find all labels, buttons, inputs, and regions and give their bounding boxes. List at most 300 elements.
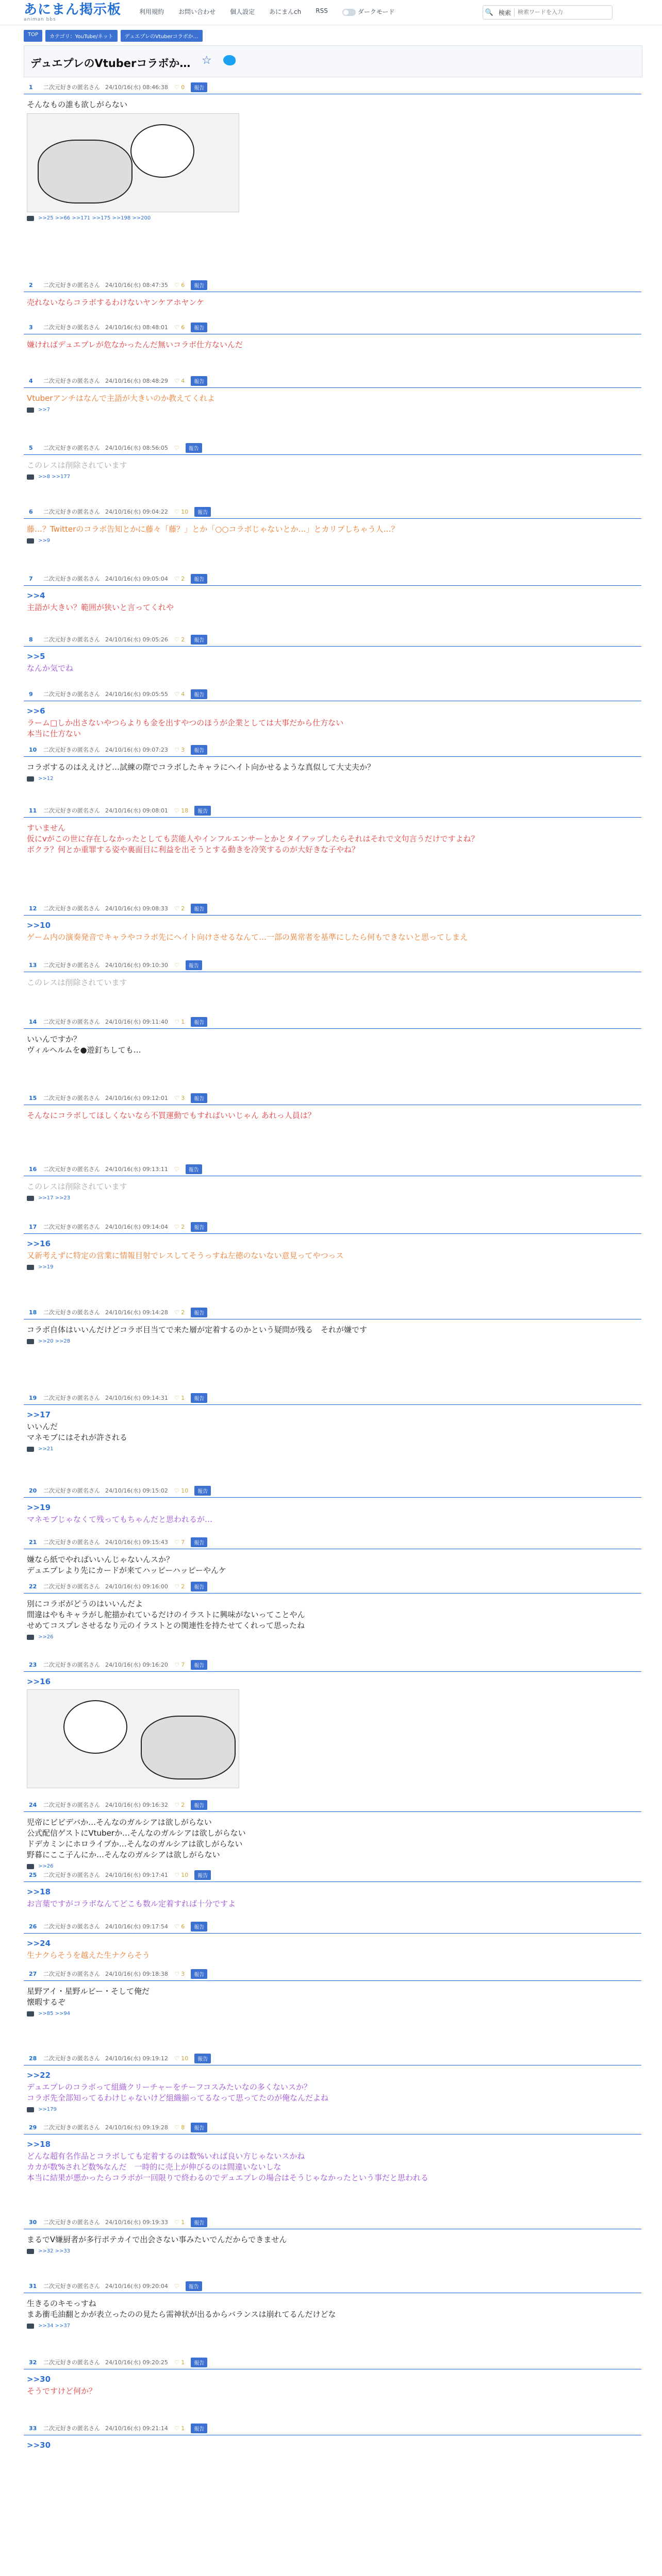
- like-count[interactable]: ♡ 10: [174, 1871, 189, 1878]
- like-count[interactable]: ♡ 7: [174, 1661, 185, 1668]
- post-text-line: ラーム□しか出さないやつらよりも金を出すやつのほうが企業としては大事だから仕方ない: [27, 718, 344, 727]
- attached-image[interactable]: [27, 113, 239, 212]
- post-item: [24, 2355, 641, 2397]
- post-header: [24, 505, 641, 519]
- post-number[interactable]: 15: [29, 1094, 37, 1101]
- poster-name: 二次元好きの匿名さん: [43, 282, 100, 289]
- post-header: [24, 2215, 641, 2229]
- post-number[interactable]: 12: [29, 905, 37, 912]
- reply-hand-icon: [27, 2249, 34, 2254]
- post-number[interactable]: 1: [29, 83, 33, 91]
- post-item: [24, 441, 641, 480]
- poster-name: 二次元好きの匿名さん: [43, 807, 100, 814]
- poster-name: 二次元好きの匿名さん: [43, 1224, 100, 1230]
- like-count[interactable]: ♡ 2: [174, 1309, 185, 1316]
- post-item: [24, 1306, 641, 1344]
- like-count[interactable]: ♡ 1: [174, 1394, 185, 1401]
- reply-hand-icon: [27, 474, 34, 480]
- search-option-select[interactable]: 検索: [495, 8, 515, 17]
- post-header: [24, 1535, 641, 1549]
- reply-anchor-link[interactable]: >>22: [27, 2071, 51, 2080]
- post-header: [24, 1220, 641, 1234]
- report-button[interactable]: 報告: [191, 280, 207, 290]
- post-body: [24, 757, 641, 773]
- post-item: [24, 572, 641, 613]
- post-header: [24, 1484, 641, 1498]
- post-body: [24, 1981, 641, 2008]
- post-body: [24, 334, 641, 350]
- like-count[interactable]: ♡ 2: [174, 1801, 185, 1808]
- post-number[interactable]: 19: [29, 1394, 37, 1401]
- post-date: 24/10/16(水) 09:19:28: [105, 2124, 168, 2131]
- like-count[interactable]: ♡ 4: [174, 377, 185, 384]
- post-body: [24, 455, 641, 471]
- post-number[interactable]: 28: [29, 2055, 37, 2062]
- report-button[interactable]: 報告: [194, 806, 211, 816]
- report-button[interactable]: 報告: [191, 1969, 207, 1979]
- report-button[interactable]: 報告: [191, 1800, 207, 1810]
- post-number[interactable]: 9: [29, 690, 33, 698]
- report-button[interactable]: 報告: [186, 443, 202, 453]
- reply-links[interactable]: >>21: [38, 1446, 54, 1452]
- post-number[interactable]: 24: [29, 1801, 37, 1808]
- like-count[interactable]: ♡ 2: [174, 575, 185, 582]
- reply-links[interactable]: >>85 >>94: [38, 2011, 71, 2016]
- reply-hand-icon: [27, 1447, 34, 1452]
- reply-links[interactable]: >>7: [38, 407, 51, 413]
- report-button[interactable]: 報告: [194, 1486, 211, 1496]
- post-item: [24, 374, 641, 413]
- post-header: [24, 320, 641, 334]
- post-number[interactable]: 33: [29, 2425, 37, 2432]
- poster-name: 二次元好きの匿名さん: [43, 905, 100, 912]
- like-count[interactable]: ♡ 6: [174, 1923, 185, 1930]
- report-button[interactable]: 報告: [191, 689, 207, 699]
- post-date: 24/10/16(水) 09:14:28: [105, 1309, 168, 1316]
- poster-name: 二次元好きの匿名さん: [43, 1095, 100, 1101]
- poster-name: 二次元好きの匿名さん: [43, 1662, 100, 1668]
- reply-links[interactable]: >>20 >>28: [38, 1338, 71, 1344]
- post-text-line: 嫌ければデュエプレが危なかったんだ無いコラボ仕方ないんだ: [27, 340, 243, 349]
- post-date: 24/10/16(水) 09:20:25: [105, 2359, 168, 2366]
- twitter-share-icon[interactable]: [223, 55, 236, 65]
- post-number[interactable]: 10: [29, 746, 37, 753]
- post-text-line: すいません: [27, 823, 66, 833]
- post-text-line: Vtuberアンチはなんで主語が大きいのか教えてくれよ: [27, 394, 215, 403]
- post-number[interactable]: 2: [29, 281, 33, 289]
- report-button[interactable]: 報告: [191, 1582, 207, 1591]
- post-date: 24/10/16(水) 09:21:14: [105, 2425, 168, 2432]
- report-button[interactable]: 報告: [191, 2217, 207, 2227]
- post-body: [24, 1029, 641, 1056]
- like-count[interactable]: ♡ 3: [174, 1970, 185, 1977]
- report-button[interactable]: 報告: [191, 1017, 207, 1027]
- post-item: [24, 633, 641, 674]
- poster-name: 二次元好きの匿名さん: [43, 1309, 100, 1316]
- search-input[interactable]: [515, 9, 591, 16]
- post-body: [24, 586, 641, 613]
- post-number[interactable]: 6: [29, 508, 33, 515]
- post-number[interactable]: 29: [29, 2124, 37, 2131]
- post-body: [24, 1176, 641, 1192]
- poster-name: 二次元好きの匿名さん: [43, 2219, 100, 2226]
- replies-footer: [24, 535, 641, 544]
- reply-hand-icon: [27, 408, 34, 413]
- post-date: 24/10/16(水) 09:05:04: [105, 575, 168, 582]
- post-header: [24, 1306, 641, 1319]
- post-header: [24, 1162, 641, 1176]
- like-count[interactable]: ♡ 7: [174, 1538, 185, 1546]
- poster-name: 二次元好きの匿名さん: [43, 1923, 100, 1930]
- poster-name: 二次元好きの匿名さん: [43, 1019, 100, 1025]
- reply-anchor-link[interactable]: >>16: [27, 1677, 51, 1686]
- reply-anchor-link[interactable]: >>30: [27, 2375, 51, 2384]
- poster-name: 二次元好きの匿名さん: [43, 2359, 100, 2366]
- nav-animanch[interactable]: あにまんch: [269, 8, 302, 15]
- post-date: 24/10/16(水) 09:19:12: [105, 2055, 168, 2062]
- reply-anchor-link[interactable]: >>6: [27, 706, 45, 716]
- like-count[interactable]: ♡ 10: [174, 1487, 189, 1494]
- post-body: [24, 1549, 641, 1576]
- like-count[interactable]: ♡ 10: [174, 508, 189, 515]
- post-date: 24/10/16(水) 09:05:55: [105, 691, 168, 698]
- poster-name: 二次元好きの匿名さん: [43, 1539, 100, 1546]
- post-date: 24/10/16(水) 09:19:33: [105, 2219, 168, 2226]
- post-body: [24, 1812, 641, 1860]
- report-button[interactable]: 報告: [191, 1537, 207, 1547]
- breadcrumb-thread[interactable]: デュエプレのVtuberコラボか…: [121, 30, 203, 42]
- post-number[interactable]: 13: [29, 961, 37, 969]
- reply-hand-icon: [27, 2011, 34, 2016]
- post-header: [24, 2421, 641, 2435]
- post-header: [24, 2279, 641, 2293]
- post-number[interactable]: 26: [29, 1923, 37, 1930]
- post-item: [24, 2421, 641, 2452]
- post-date: 24/10/16(水) 09:15:02: [105, 1487, 168, 1494]
- post-date: 24/10/16(水) 09:18:38: [105, 1971, 168, 1977]
- post-text-line: 藤…？Twitterのコラボ告知とかに藤々「藤？」とか「○○コラボじゃないとか…」とカリプしちゃう人…？: [27, 524, 399, 534]
- breadcrumb-category[interactable]: カテゴリ：YouTube/ネット: [45, 30, 118, 42]
- reply-anchor-link[interactable]: >>19: [27, 1503, 51, 1512]
- report-button[interactable]: 報告: [191, 323, 207, 332]
- post-date: 24/10/16(水) 09:10:30: [105, 962, 168, 969]
- like-count[interactable]: ♡ 3: [174, 746, 185, 753]
- post-number[interactable]: 31: [29, 2282, 37, 2290]
- post-header: [24, 743, 641, 757]
- report-button[interactable]: 報告: [191, 2424, 207, 2433]
- post-text-line: 嫌なら紙でやればいいんじゃないんスか？: [27, 1555, 174, 1564]
- post-number[interactable]: 17: [29, 1223, 37, 1230]
- report-button[interactable]: 報告: [191, 1660, 207, 1670]
- poster-name: 二次元好きの匿名さん: [43, 509, 100, 515]
- like-count[interactable]: ♡: [174, 444, 179, 451]
- post-number[interactable]: 32: [29, 2359, 37, 2366]
- reply-anchor-link[interactable]: >>30: [27, 2441, 51, 2450]
- like-count[interactable]: ♡ 18: [174, 807, 189, 814]
- reply-hand-icon: [27, 776, 34, 782]
- nav-contact[interactable]: お問い合わせ: [178, 8, 216, 15]
- reply-anchor-link[interactable]: >>10: [27, 921, 51, 930]
- post-header: [24, 1920, 641, 1934]
- poster-name: 二次元好きの匿名さん: [43, 378, 100, 384]
- post-text-line: そんなもの誰も欲しがらない: [27, 100, 128, 109]
- report-button[interactable]: 報告: [191, 1093, 207, 1103]
- post-text-line: マネモブにはそれが許される: [27, 1433, 128, 1442]
- post-text-line: デュエプレより先にカードが来てハッピーハッピーやんケ: [27, 1566, 227, 1575]
- report-button[interactable]: 報告: [186, 2281, 202, 2291]
- post-header: [24, 1967, 641, 1981]
- post-number[interactable]: 25: [29, 1871, 37, 1878]
- post-number[interactable]: 14: [29, 1018, 37, 1025]
- report-button[interactable]: 報告: [191, 904, 207, 913]
- post-item: [24, 1015, 641, 1056]
- post-item: [24, 1580, 641, 1640]
- post-date: 24/10/16(水) 09:04:22: [105, 509, 168, 515]
- post-text-line: 懐暇するぞ: [27, 1997, 66, 2007]
- report-button[interactable]: 報告: [191, 1308, 207, 1317]
- post-text-line: 間違はやもキャラがし舵描かれているだけのイラストに興味がないってことやん: [27, 1610, 305, 1619]
- post-number[interactable]: 23: [29, 1661, 37, 1668]
- reply-anchor-link[interactable]: >>18: [27, 1887, 51, 1896]
- post-body: [24, 292, 641, 308]
- post-body: [24, 1405, 641, 1443]
- reply-links[interactable]: >>32 >>33: [38, 2248, 71, 2254]
- post-body: [24, 701, 641, 739]
- post-number[interactable]: 3: [29, 324, 33, 331]
- replies-footer: [24, 2008, 641, 2016]
- reply-anchor-link[interactable]: >>17: [27, 1410, 51, 1419]
- report-button[interactable]: 報告: [191, 745, 207, 755]
- reply-links[interactable]: >>19: [38, 1264, 54, 1270]
- post-date: 24/10/16(水) 08:46:38: [105, 84, 168, 91]
- post-body: [24, 1234, 641, 1261]
- post-body: [24, 1105, 641, 1121]
- post-date: 24/10/16(水) 09:16:00: [105, 1583, 168, 1590]
- reply-links[interactable]: >>9: [38, 538, 51, 544]
- breadcrumb-top[interactable]: TOP: [24, 30, 42, 42]
- post-number[interactable]: 16: [29, 1165, 37, 1173]
- logo-text: あにまん掲示板: [24, 2, 122, 18]
- post-text-line: 生ナクらそうを越えた生ナクらそう: [27, 1951, 150, 1960]
- post-body: [24, 519, 641, 535]
- post-text-line: 児帝にビビデバか…そんなのガルシアは欲しがらない: [27, 1818, 212, 1827]
- nav-settings[interactable]: 個人設定: [230, 8, 255, 15]
- report-button[interactable]: 報告: [186, 960, 202, 970]
- reply-anchor-link[interactable]: >>16: [27, 1239, 51, 1248]
- post-number[interactable]: 11: [29, 807, 37, 814]
- reply-links[interactable]: >>8 >>177: [38, 474, 71, 480]
- reply-anchor-link[interactable]: >>18: [27, 2140, 51, 2149]
- reply-hand-icon: [27, 1196, 34, 1201]
- reply-hand-icon: [27, 1635, 34, 1640]
- reply-links[interactable]: >>25 >>66 >>171 >>175 >>198 >>200: [38, 215, 151, 221]
- poster-name: 二次元好きの匿名さん: [43, 324, 100, 331]
- post-text-line: まるでV嫌厨者が多行ポテカイで出会さない事みたいでんだからできません: [27, 2235, 287, 2244]
- search-icon[interactable]: 🔍: [485, 8, 494, 16]
- report-button[interactable]: 報告: [191, 574, 207, 584]
- post-number[interactable]: 30: [29, 2218, 37, 2226]
- post-header: [24, 2355, 641, 2369]
- post-text-line: ヴィルヘルムを●遊釘ちしても…: [27, 1045, 141, 1055]
- like-count[interactable]: ♡ 10: [174, 2055, 189, 2062]
- like-count[interactable]: ♡ 1: [174, 2359, 185, 2366]
- post-text-line: 仮にvがこの世に存在しなかったとしても芸能人やインフルエンサーとかとタイアップしたらそれはそれで文句言うだけですよね？: [27, 834, 479, 843]
- like-count[interactable]: ♡ 6: [174, 281, 185, 289]
- post-number[interactable]: 18: [29, 1309, 37, 1316]
- post-body: [24, 1934, 641, 1961]
- post-number[interactable]: 21: [29, 1538, 37, 1546]
- top-bar: [0, 0, 662, 25]
- post-header: [24, 1391, 641, 1405]
- report-button[interactable]: 報告: [191, 2123, 207, 2132]
- replies-footer: [24, 1192, 641, 1201]
- post-body: [24, 94, 641, 212]
- like-count[interactable]: ♡: [174, 1165, 179, 1173]
- like-count[interactable]: ♡ 2: [174, 636, 185, 643]
- post-date: 24/10/16(水) 09:08:33: [105, 905, 168, 912]
- reply-links[interactable]: >>179: [38, 2107, 57, 2112]
- post-item: [24, 902, 641, 943]
- like-count[interactable]: ♡ 1: [174, 2425, 185, 2432]
- toggle-switch-icon: [342, 9, 356, 16]
- post-date: 24/10/16(水) 09:07:23: [105, 747, 168, 753]
- post-header: [24, 572, 641, 586]
- like-count[interactable]: ♡ 2: [174, 1583, 185, 1590]
- post-date: 24/10/16(水) 08:48:01: [105, 324, 168, 331]
- post-item: [24, 2279, 641, 2329]
- report-button[interactable]: 報告: [191, 82, 207, 92]
- post-text-line: コラボ先全部知ってるわけじゃないけど組織揃ってるなって思ってたのが俺なんだよね: [27, 2093, 329, 2103]
- nav-terms[interactable]: 利用規約: [139, 8, 164, 15]
- like-count[interactable]: ♡ 6: [174, 324, 185, 331]
- post-date: 24/10/16(水) 09:20:04: [105, 2283, 168, 2290]
- post-body: [24, 1672, 641, 1788]
- favorite-star-icon[interactable]: ☆: [202, 54, 212, 67]
- attached-image[interactable]: [27, 1689, 239, 1788]
- reply-hand-icon: [27, 1339, 34, 1344]
- like-count[interactable]: ♡: [174, 2282, 179, 2290]
- like-count[interactable]: ♡ 4: [174, 690, 185, 698]
- like-count[interactable]: ♡ 8: [174, 2124, 185, 2131]
- like-count[interactable]: ♡ 2: [174, 905, 185, 912]
- like-count[interactable]: ♡ 3: [174, 1094, 185, 1101]
- post-header: [24, 2052, 641, 2065]
- site-logo[interactable]: [24, 3, 121, 22]
- poster-name: 二次元好きの匿名さん: [43, 2425, 100, 2432]
- like-count[interactable]: ♡: [174, 961, 179, 969]
- post-number[interactable]: 27: [29, 1970, 37, 1977]
- report-button[interactable]: 報告: [191, 2358, 207, 2367]
- post-header: [24, 633, 641, 647]
- post-item: [24, 2121, 641, 2183]
- report-button[interactable]: 報告: [191, 635, 207, 645]
- post-header: [24, 1868, 641, 1882]
- report-button[interactable]: 報告: [186, 1164, 202, 1174]
- reply-links[interactable]: >>26: [38, 1634, 54, 1640]
- post-date: 24/10/16(水) 09:17:54: [105, 1923, 168, 1930]
- post-number[interactable]: 22: [29, 1583, 37, 1590]
- post-number[interactable]: 4: [29, 377, 33, 384]
- replies-footer: [24, 1443, 641, 1452]
- search-box: [483, 5, 613, 20]
- like-count[interactable]: ♡ 0: [174, 83, 185, 91]
- post-body: [24, 647, 641, 674]
- post-text-line: ドデカミンにホロライブか…そんなのガルシアは欲しがらない: [27, 1839, 243, 1849]
- post-text-line: ゲーム内の演奏発音でキャラやコラボ先にヘイト向けさせるなんて…一部の異常者を基準にしたら何もできないと思ってしまえ: [27, 933, 468, 942]
- poster-name: 二次元好きの匿名さん: [43, 84, 100, 91]
- post-date: 24/10/16(水) 09:13:11: [105, 1166, 168, 1173]
- post-date: 24/10/16(水) 09:14:04: [105, 1224, 168, 1230]
- reply-links[interactable]: >>12: [38, 776, 54, 782]
- like-count[interactable]: ♡ 1: [174, 1018, 185, 1025]
- reply-anchor-link[interactable]: >>4: [27, 591, 45, 600]
- post-body: [24, 1882, 641, 1909]
- breadcrumb: [24, 30, 203, 42]
- post-item: [24, 2052, 641, 2112]
- post-date: 24/10/16(水) 09:08:01: [105, 807, 168, 814]
- post-text-line: 星野アイ・星野ルビー・そして俺だ: [27, 1987, 150, 1996]
- post-body: [24, 2134, 641, 2183]
- reply-links[interactable]: >>34 >>37: [38, 2323, 71, 2329]
- report-button[interactable]: 報告: [194, 2054, 211, 2063]
- poster-name: 二次元好きの匿名さん: [43, 636, 100, 643]
- post-number[interactable]: 7: [29, 575, 33, 582]
- post-text-line: どんな超有名作品とコラボしても定着するのは数%いれば良い方じゃないスかね: [27, 2151, 305, 2161]
- report-button[interactable]: 報告: [191, 1393, 207, 1403]
- poster-name: 二次元好きの匿名さん: [43, 1583, 100, 1590]
- report-button[interactable]: 報告: [194, 1870, 211, 1880]
- post-number[interactable]: 5: [29, 444, 33, 451]
- post-item: [24, 1798, 641, 1869]
- reply-anchor-link[interactable]: >>5: [27, 652, 45, 661]
- post-header: [24, 278, 641, 292]
- poster-name: 二次元好きの匿名さん: [43, 1971, 100, 1977]
- post-header: [24, 687, 641, 701]
- report-button[interactable]: 報告: [191, 1922, 207, 1931]
- report-button[interactable]: 報告: [194, 507, 211, 517]
- dark-mode-toggle[interactable]: [342, 7, 395, 16]
- post-header: [24, 902, 641, 916]
- like-count[interactable]: ♡ 2: [174, 1223, 185, 1230]
- nav-rss[interactable]: RSS: [316, 7, 328, 14]
- like-count[interactable]: ♡ 1: [174, 2218, 185, 2226]
- report-button[interactable]: 報告: [191, 376, 207, 386]
- post-text-line: コラボするのはええけど…試練の際でコラボしたキャラにヘイト向かせるような真似して大丈夫か？: [27, 762, 375, 772]
- post-item: [24, 1091, 641, 1121]
- post-header: [24, 374, 641, 388]
- post-text-line: いいんだ: [27, 1422, 58, 1431]
- post-text-line: 本当に結果が悪かったらコラボが一回限りで終わるのでデュエプレの場合はそうじゃなかったという事だと思われる: [27, 2173, 428, 2182]
- post-number[interactable]: 20: [29, 1487, 37, 1494]
- post-header: [24, 1091, 641, 1105]
- reply-hand-icon: [27, 216, 34, 221]
- poster-name: 二次元好きの匿名さん: [43, 2124, 100, 2131]
- post-number[interactable]: 8: [29, 636, 33, 643]
- post-text-line: いいんですか？: [27, 1035, 81, 1044]
- reply-links[interactable]: >>17 >>23: [38, 1195, 71, 1201]
- reply-links[interactable]: >>26: [38, 1863, 54, 1869]
- post-item: [24, 743, 641, 782]
- post-item: [24, 1920, 641, 1961]
- replies-footer: [24, 2104, 641, 2112]
- report-button[interactable]: 報告: [191, 1222, 207, 1232]
- post-body: [24, 972, 641, 988]
- poster-name: 二次元好きの匿名さん: [43, 691, 100, 698]
- reply-hand-icon: [27, 1265, 34, 1270]
- post-body: [24, 2065, 641, 2104]
- reply-anchor-link[interactable]: >>24: [27, 1939, 51, 1948]
- replies-footer: [24, 773, 641, 782]
